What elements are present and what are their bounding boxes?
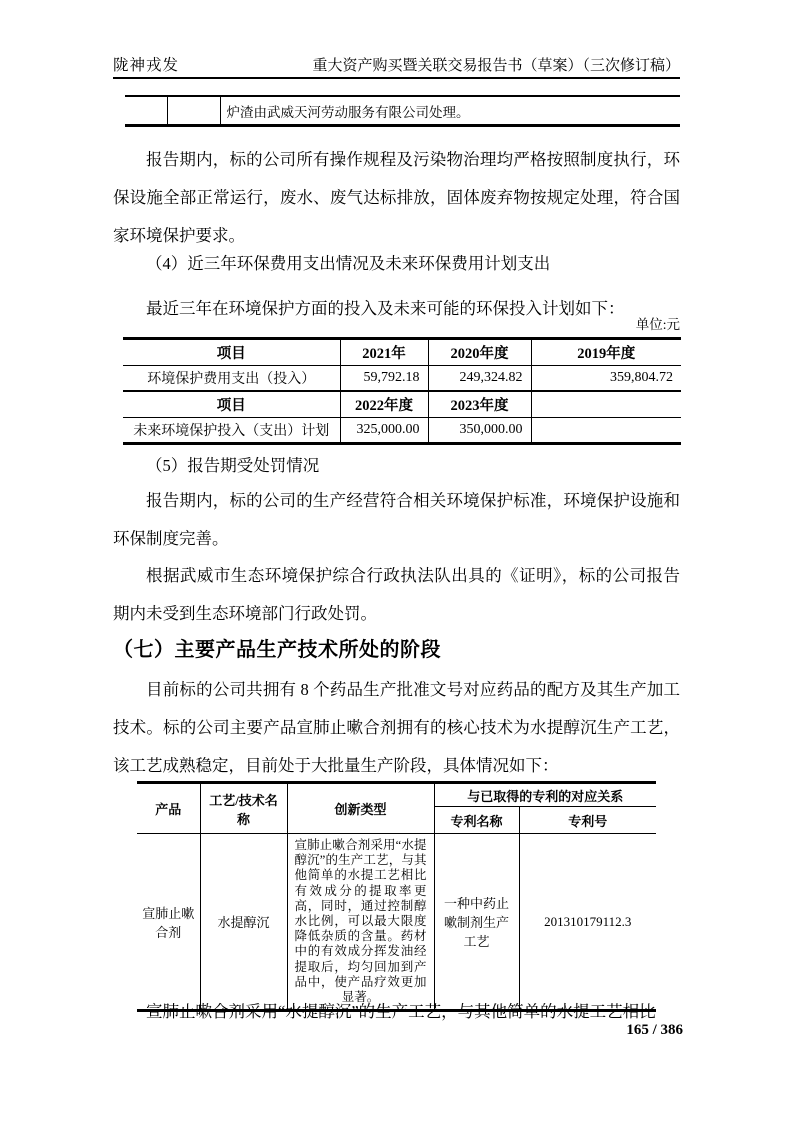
table-cell: [531, 391, 681, 418]
table-cell: 2022年度: [340, 391, 428, 418]
table-cell: 2020年度: [428, 339, 531, 366]
paragraph-tech-after: 宣肺止嗽合剂采用“水提醇沉”的生产工艺，与其他简单的水提工艺相比: [146, 1002, 656, 1021]
header-full-title: 重大资产购买暨关联交易报告书（草案）（三次修订稿）: [312, 58, 680, 74]
paragraph-tech-intro: 目前标的公司共拥有 8 个药品生产批准文号对应药品的配方及其生产加工技术。标的公司主要产品宣肺止嗽合剂拥有的核心技术为水提醇沉生产工艺，该工艺成熟稳定，目前处于大批量生产阶段，具体情况如下：: [113, 680, 680, 775]
table-cell: 2019年度: [531, 339, 681, 366]
unit-label: 单位:元: [635, 317, 680, 332]
table-cell: 项目: [123, 339, 340, 366]
table-header-cell: 专利名称: [434, 807, 519, 834]
continued-table: [125, 95, 680, 127]
table-cell: 201310179112.3: [519, 834, 656, 1011]
paragraph-punishment-2: 根据武威市生态环境保护综合行政执法队出具的《证明》，标的公司报告期内未受到生态环境部门行政处罚。: [113, 566, 680, 623]
header-short-title: 陇神戎发: [113, 57, 180, 74]
footer-page-number: 165 / 386: [626, 1022, 683, 1038]
table-cell: 项目: [123, 391, 340, 418]
table-cell: [125, 96, 167, 126]
table-cell: [531, 418, 681, 444]
table-cell: 宣肺止嗽合剂采用“水提醇沉”的生产工艺，与其他简单的水提工艺相比有效成分的提取率更高，同时，通过控制醇水比例，可以最大限度降低杂质的含量。药材中的有效成分挥发油经提取后，均匀回加到产品中，使产品疗效更加显著。: [287, 834, 434, 1011]
table-header-cell: 创新类型: [287, 783, 434, 834]
table-cell: 249,324.82: [428, 366, 531, 392]
table-cell: 未来环境保护投入（支出）计划: [123, 418, 340, 444]
table-row: [137, 834, 656, 1011]
table-cell: 一种中药止嗽制剂生产工艺: [434, 834, 519, 1011]
table-cell: 2021年: [340, 339, 428, 366]
table-cell: 炉渣由武威天河劳动服务有限公司处理。: [220, 96, 680, 126]
table-row: [137, 783, 656, 807]
heading-5: （5）报告期受处罚情况: [146, 456, 320, 475]
table-cell: 宣肺止嗽合剂: [137, 834, 200, 1011]
table-header-cell: 与已取得的专利的对应关系: [434, 783, 656, 807]
table-header-cell: 产品: [137, 783, 200, 834]
table-cell: 350,000.00: [428, 418, 531, 444]
table-cell: [167, 96, 220, 126]
tech-patent-table: [137, 781, 656, 1012]
table-row: [123, 391, 681, 418]
heading-4: （4）近三年环保费用支出情况及未来环保费用计划支出: [146, 254, 551, 273]
table-cell: 水提醇沉: [200, 834, 287, 1011]
paragraph-punishment-1: 报告期内，标的公司的生产经营符合相关环境保护标准，环境保护设施和环保制度完善。: [113, 491, 680, 548]
header-rule: [113, 77, 680, 79]
env-expense-table: [123, 337, 681, 445]
table-row: [123, 418, 681, 444]
table-header-cell: 专利号: [519, 807, 656, 834]
table-cell: 359,804.72: [531, 366, 681, 392]
heading-7: （七）主要产品生产技术所处的阶段: [113, 637, 441, 661]
table-header-cell: 工艺/技术名称: [200, 783, 287, 834]
paragraph-intro-table: 最近三年在环境保护方面的投入及未来可能的环保投入计划如下：: [146, 299, 625, 318]
table-cell: 2023年度: [428, 391, 531, 418]
table-cell: 59,792.18: [340, 366, 428, 392]
table-row: [125, 96, 680, 126]
paragraph-environment: 报告期内，标的公司所有操作规程及污染物治理均严格按照制度执行，环保设施全部正常运行，废水、废气达标排放，固体废弃物按规定处理，符合国家环境保护要求。: [113, 150, 680, 245]
table-cell: 环境保护费用支出（投入）: [123, 366, 340, 392]
table-row: [123, 366, 681, 392]
table-row: [123, 339, 681, 366]
table-cell: 325,000.00: [340, 418, 428, 444]
